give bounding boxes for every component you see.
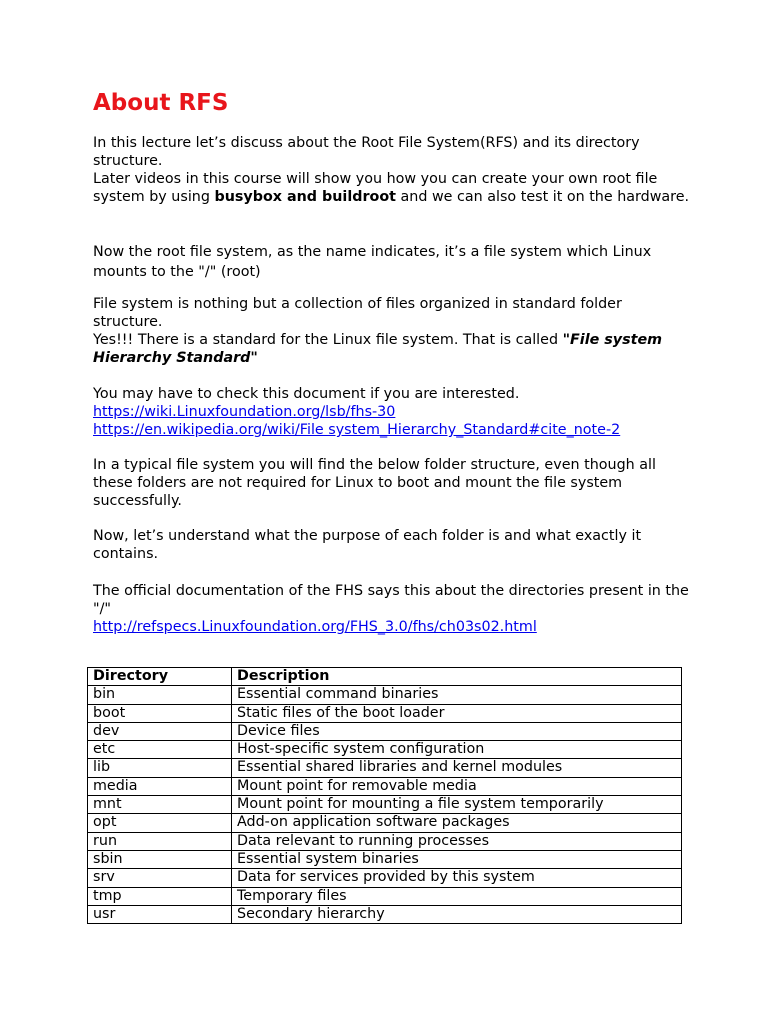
table-row — [88, 814, 682, 832]
table-header-row — [88, 668, 682, 686]
table-row — [88, 722, 682, 740]
fs-line-1: File system is nothing but a collection of files organized in standard folder structure. — [93, 296, 622, 330]
mount-text: Now the root file system, as the name indicates, it’s a file system which Linux mounts to the "/" (root) — [93, 244, 652, 280]
table-row — [88, 686, 682, 704]
directory-cell: lib — [88, 759, 232, 777]
table-row — [88, 704, 682, 722]
table-row — [88, 741, 682, 759]
typical-paragraph — [93, 456, 693, 510]
directory-cell: srv — [88, 869, 232, 887]
official-text: The official documentation of the FHS says this about the directories present in the "/" — [93, 583, 689, 617]
directory-cell: mnt — [88, 796, 232, 814]
description-cell: Data relevant to running processes — [232, 832, 682, 850]
table-row — [88, 796, 682, 814]
understand-paragraph — [93, 527, 693, 563]
mount-paragraph — [93, 242, 693, 282]
table-row — [88, 887, 682, 905]
directory-cell: opt — [88, 814, 232, 832]
header-directory: Directory — [88, 668, 232, 686]
fs-paragraph — [93, 295, 693, 367]
description-cell: Device files — [232, 722, 682, 740]
fs-line-2-start: Yes!!! There is a standard for the Linux file system. That is called — [93, 332, 563, 348]
description-cell: Mount point for removable media — [232, 777, 682, 795]
wikipedia-fhs-link[interactable]: https://en.wikipedia.org/wiki/File system_Hierarchy_Standard#cite_note-2 — [93, 422, 621, 438]
typical-text: In a typical file system you will find the below folder structure, even though all these folders are not required for Linux to boot and mount the file system successfully. — [93, 457, 656, 509]
description-cell: Data for services provided by this system — [232, 869, 682, 887]
directory-cell: dev — [88, 722, 232, 740]
header-description: Description — [232, 668, 682, 686]
description-cell: Host-specific system configuration — [232, 741, 682, 759]
directory-cell: tmp — [88, 887, 232, 905]
fhs-official-link[interactable]: http://refspecs.Linuxfoundation.org/FHS_3.0/fhs/ch03s02.html — [93, 619, 537, 635]
description-cell: Add-on application software packages — [232, 814, 682, 832]
fhs-name: "File system Hierarchy Standard" — [93, 332, 663, 366]
intro-line-1: In this lecture let’s discuss about the Root File System(RFS) and its directory structure. — [93, 135, 640, 169]
table-row — [88, 850, 682, 868]
directory-cell: boot — [88, 704, 232, 722]
directory-cell: media — [88, 777, 232, 795]
intro-bold-tools: busybox and buildroot — [214, 189, 396, 205]
description-cell: Essential system binaries — [232, 850, 682, 868]
fhs-wiki-link[interactable]: https://wiki.Linuxfoundation.org/lsb/fhs-30 — [93, 404, 396, 420]
check-paragraph — [93, 385, 713, 439]
intro-paragraph — [93, 134, 693, 206]
check-text: You may have to check this document if you are interested. — [93, 386, 520, 402]
fs-line-2 — [93, 331, 693, 367]
table-row — [88, 759, 682, 777]
directory-cell: run — [88, 832, 232, 850]
directory-cell: etc — [88, 741, 232, 759]
intro-line-2-end: and we can also test it on the hardware. — [396, 189, 690, 205]
official-paragraph — [93, 582, 693, 636]
description-cell: Static files of the boot loader — [232, 704, 682, 722]
description-cell: Mount point for mounting a file system temporarily — [232, 796, 682, 814]
page-title: About RFS — [93, 90, 229, 116]
understand-text: Now, let’s understand what the purpose of each folder is and what exactly it contains. — [93, 528, 642, 562]
table-row — [88, 777, 682, 795]
directory-cell: usr — [88, 905, 232, 923]
description-cell: Temporary files — [232, 887, 682, 905]
table-row — [88, 869, 682, 887]
description-cell: Essential command binaries — [232, 686, 682, 704]
table-row — [88, 905, 682, 923]
table-row — [88, 832, 682, 850]
intro-line-2-start: Later videos in this course will show you how you can create your own root file system by using — [93, 171, 658, 205]
directory-table — [87, 667, 682, 924]
description-cell: Secondary hierarchy — [232, 905, 682, 923]
description-cell: Essential shared libraries and kernel modules — [232, 759, 682, 777]
directory-cell: bin — [88, 686, 232, 704]
intro-line-2 — [93, 170, 693, 206]
directory-cell: sbin — [88, 850, 232, 868]
